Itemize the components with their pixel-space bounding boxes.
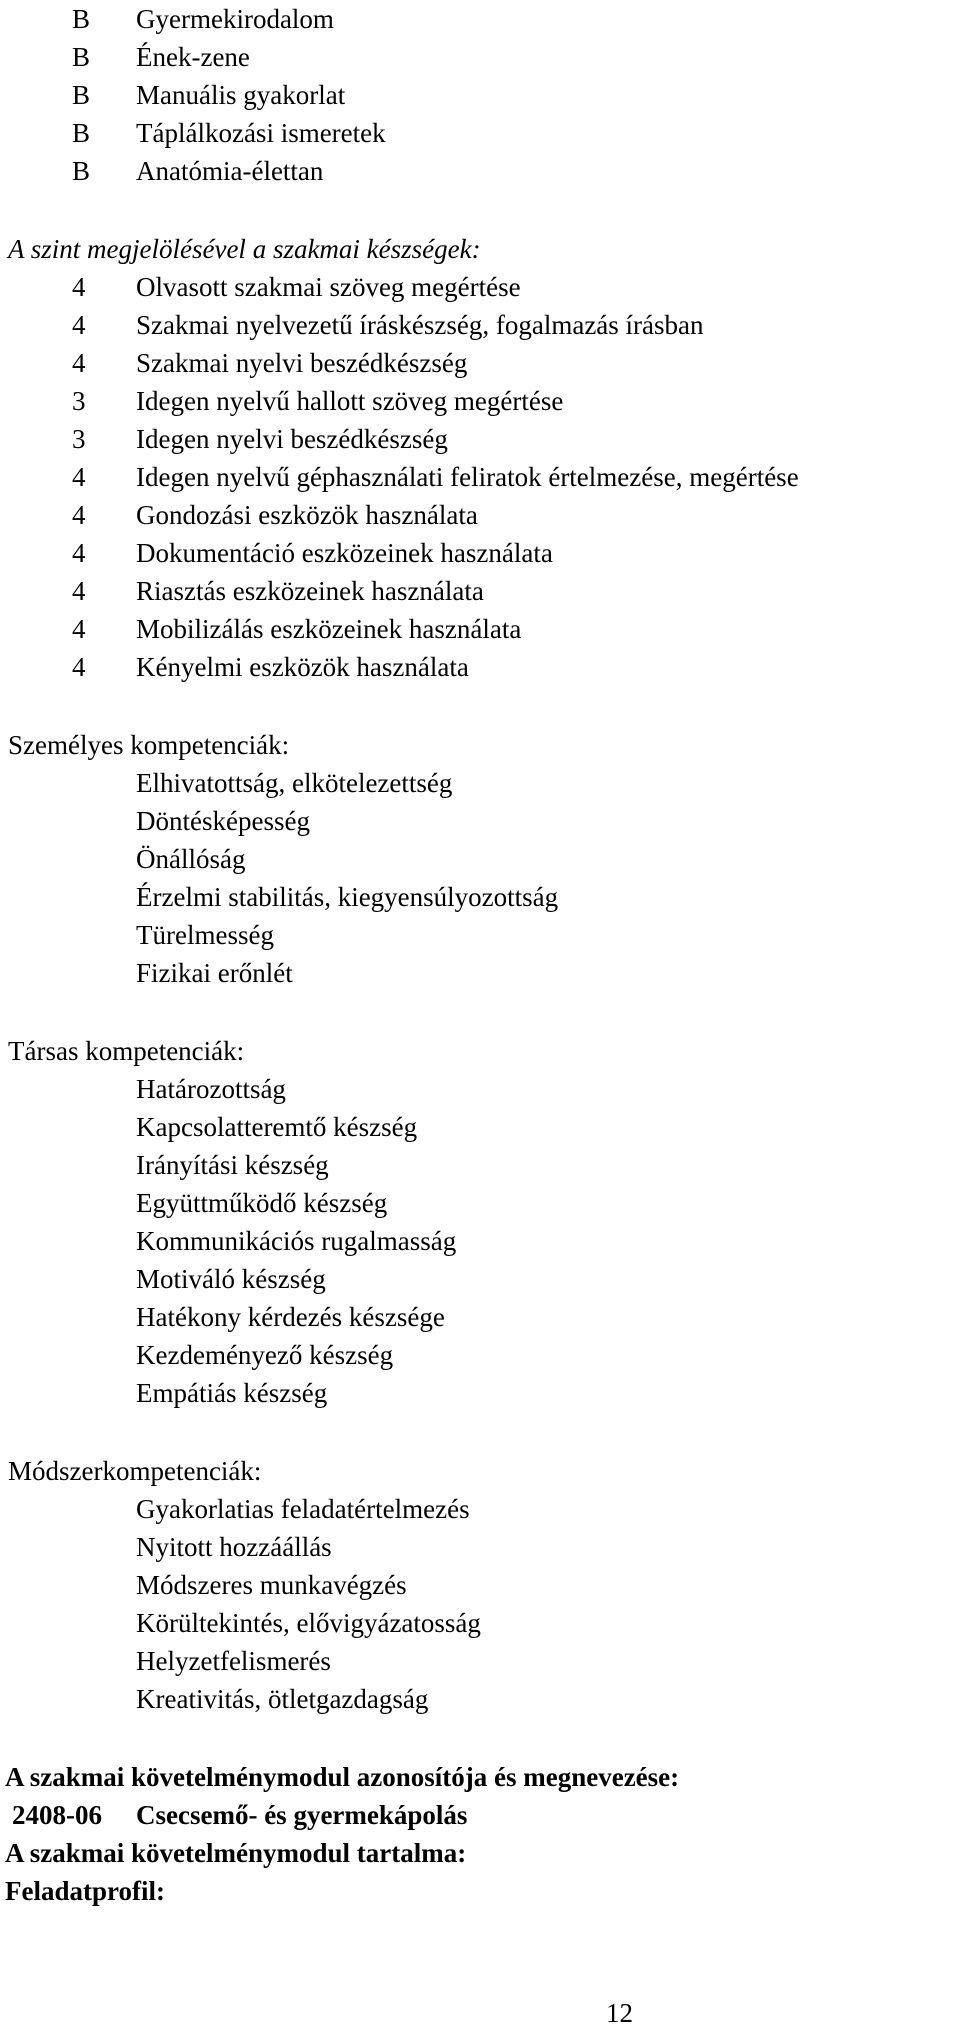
skill-level: 4 (72, 310, 86, 340)
list-item: Elhivatottság, elkötelezettség (136, 768, 453, 798)
item-code: B (72, 42, 91, 72)
section-heading: Személyes kompetenciák: (8, 730, 290, 760)
list-item: Gyakorlatias feladatértelmezés (136, 1494, 470, 1524)
section-heading: Módszerkompetenciák: (8, 1456, 262, 1486)
item-text: Manuális gyakorlat (136, 80, 346, 110)
skill-text: Szakmai nyelvezetű íráskészség, fogalmazás írásban (136, 310, 704, 340)
list-item: Türelmesség (136, 920, 274, 950)
item-text: Táplálkozási ismeretek (136, 118, 386, 148)
item-code: B (72, 156, 91, 186)
list-item: Érzelmi stabilitás, kiegyensúlyozottság (136, 882, 559, 912)
item-text: Gyermekirodalom (136, 4, 334, 34)
skill-text: Idegen nyelvű géphasználati feliratok értelmezése, megértése (136, 462, 799, 492)
skill-text: Mobilizálás eszközeinek használata (136, 614, 522, 644)
item-code: B (72, 4, 91, 34)
item-code: B (72, 118, 91, 148)
skill-text: Kényelmi eszközök használata (136, 652, 469, 682)
skill-level: 4 (72, 462, 86, 492)
list-item: Határozottság (136, 1074, 286, 1104)
module-name: Csecsemő- és gyermekápolás (136, 1800, 468, 1830)
section-heading: Társas kompetenciák: (8, 1036, 245, 1066)
skill-level: 4 (72, 538, 86, 568)
skill-text: Szakmai nyelvi beszédkészség (136, 348, 468, 378)
skill-text: Idegen nyelvű hallott szöveg megértése (136, 386, 564, 416)
skill-level: 4 (72, 652, 86, 682)
list-item: Kapcsolatteremtő készség (136, 1112, 418, 1142)
list-item: Döntésképesség (136, 806, 310, 836)
skill-level: 4 (72, 348, 86, 378)
skill-level: 4 (72, 576, 86, 606)
list-item: Módszeres munkavégzés (136, 1570, 407, 1600)
list-item: Kezdeményező készség (136, 1340, 394, 1370)
item-text: Anatómia-élettan (136, 156, 324, 186)
list-item: Kommunikációs rugalmasság (136, 1226, 457, 1256)
list-item: Helyzetfelismerés (136, 1646, 331, 1676)
list-item: Empátiás készség (136, 1378, 328, 1408)
skill-level: 3 (72, 386, 86, 416)
list-item: Körültekintés, elővigyázatosság (136, 1608, 481, 1638)
module-content-heading: A szakmai követelménymodul tartalma: (5, 1838, 467, 1868)
list-item: Együttműködő készség (136, 1188, 388, 1218)
skill-level: 4 (72, 272, 86, 302)
list-item: Irányítási készség (136, 1150, 329, 1180)
skill-level: 4 (72, 500, 86, 530)
module-profile-heading: Feladatprofil: (5, 1876, 165, 1906)
page-number: 12 (606, 1998, 633, 2028)
skill-text: Idegen nyelvi beszédkészség (136, 424, 448, 454)
skill-level: 4 (72, 614, 86, 644)
item-text: Ének-zene (136, 42, 250, 72)
list-item: Motiváló készség (136, 1264, 326, 1294)
skill-text: Gondozási eszközök használata (136, 500, 478, 530)
list-item: Nyitott hozzáállás (136, 1532, 332, 1562)
item-code: B (72, 80, 91, 110)
list-item: Hatékony kérdezés készsége (136, 1302, 445, 1332)
skill-text: Olvasott szakmai szöveg megértése (136, 272, 521, 302)
skill-level: 3 (72, 424, 86, 454)
list-item: Fizikai erőnlét (136, 958, 293, 988)
list-item: Önállóság (136, 844, 246, 874)
section-heading: A szint megjelölésével a szakmai készségek: (8, 234, 481, 264)
module-code: 2408-06 (12, 1800, 102, 1830)
list-item: Kreativitás, ötletgazdagság (136, 1684, 429, 1714)
module-id-heading: A szakmai követelménymodul azonosítója és megnevezése: (5, 1762, 680, 1792)
skill-text: Riasztás eszközeinek használata (136, 576, 484, 606)
skill-text: Dokumentáció eszközeinek használata (136, 538, 553, 568)
